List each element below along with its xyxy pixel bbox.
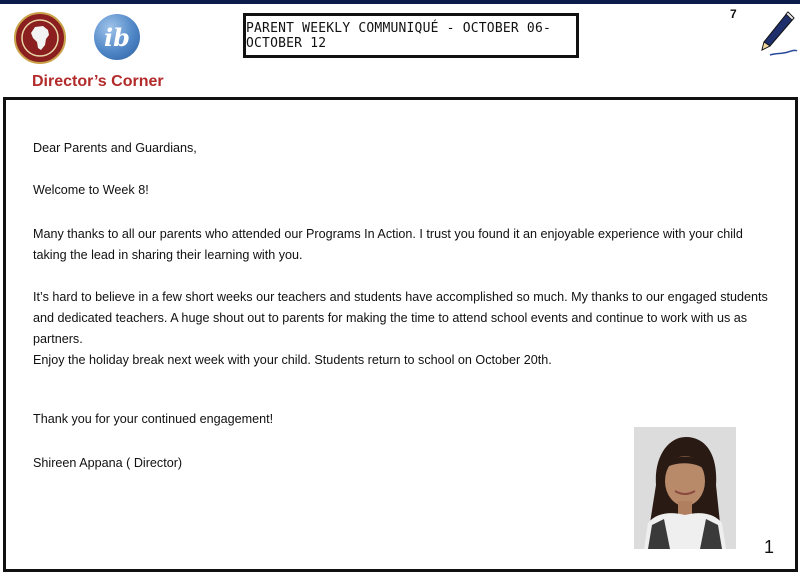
- page-number-bottom: 1: [764, 537, 775, 557]
- letter-closing: Thank you for your continued engagement!: [33, 412, 274, 426]
- newsletter-title: PARENT WEEKLY COMMUNIQUÉ - OCTOBER 06-OCTOBER 12: [243, 13, 579, 58]
- section-title: Director’s Corner: [32, 73, 164, 90]
- school-logo-icon: [14, 12, 66, 64]
- letter-paragraph-2: It’s hard to believe in a few short weeks our teachers and students have accomplished so much. My thanks to our engaged students and dedicated teachers. A huge shout out to parents for making the time to attend school events and continue to work with us as partners.: [33, 290, 768, 346]
- letter-box: [3, 97, 798, 572]
- letter-signature: Shireen Appana ( Director): [33, 456, 183, 470]
- ib-logo-text: ib: [104, 22, 130, 52]
- letter-paragraph-1: Many thanks to all our parents who attended our Programs In Action. I trust you found it an enjoyable experience with your child taking the lead in sharing their learning with you.: [33, 227, 743, 262]
- letter-paragraph-3: Enjoy the holiday break next week with your child. Students return to school on October 20th.: [33, 353, 552, 367]
- letter-greeting: Dear Parents and Guardians,: [33, 141, 197, 155]
- director-photo: [634, 427, 736, 549]
- director-portrait: [634, 427, 736, 549]
- pen-icon: [752, 6, 798, 58]
- africa-map-icon: [20, 18, 60, 58]
- letter-week: Welcome to Week 8!: [33, 183, 149, 197]
- top-bar: [0, 0, 800, 4]
- ib-logo-icon: [94, 14, 140, 60]
- page-number-top: 7: [730, 7, 737, 21]
